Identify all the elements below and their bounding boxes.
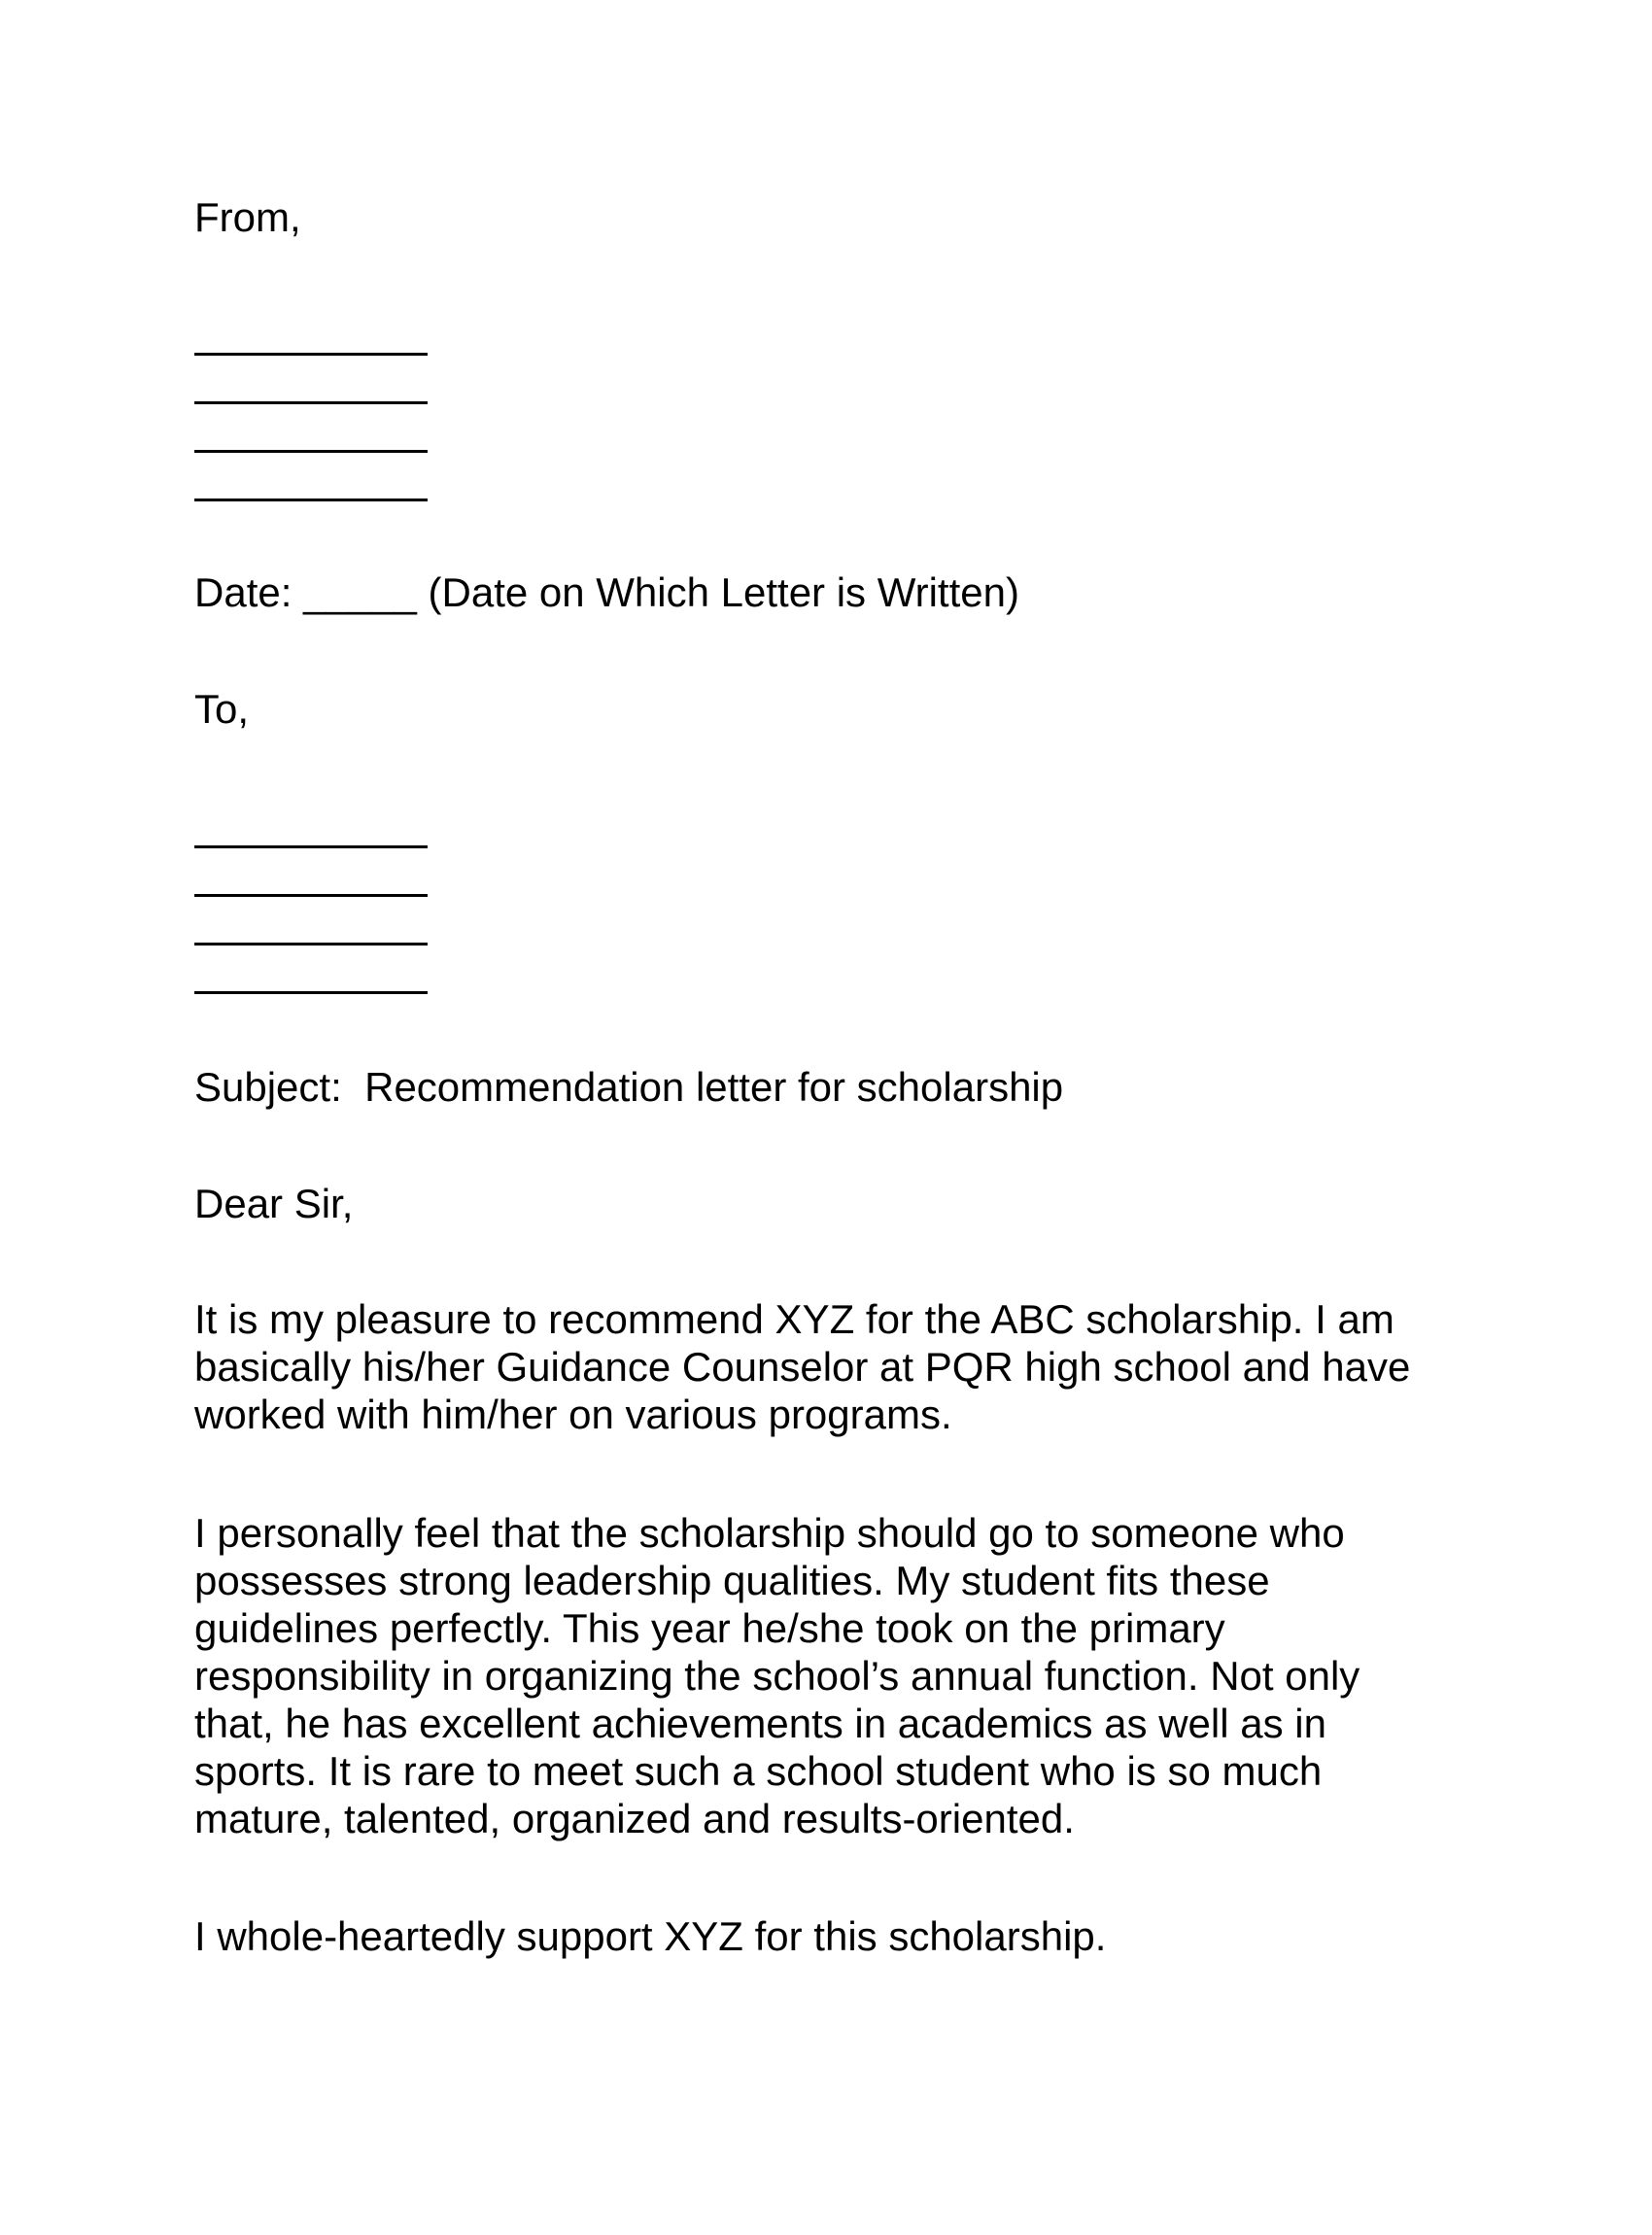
sender-address-line-3: [194, 450, 428, 453]
sender-address-line-4: [194, 499, 428, 501]
paragraph-line: that, he has excellent achievements in academics as well as in: [194, 1701, 1326, 1746]
recipient-address-line-1: [194, 845, 428, 848]
from-label: From,: [194, 194, 301, 240]
subject-label: Subject:: [194, 1064, 342, 1110]
date-label: Date:: [194, 569, 293, 615]
paragraph-line: basically his/her Guidance Counselor at PQR high school and have: [194, 1344, 1411, 1390]
sender-address-line-2: [194, 401, 428, 404]
paragraph-line: I whole-heartedly support XYZ for this scholarship.: [194, 1913, 1107, 1959]
subject-text: Recommendation letter for scholarship: [364, 1064, 1064, 1110]
paragraph-line: possesses strong leadership qualities. My student fits these: [194, 1558, 1270, 1603]
salutation: Dear Sir,: [194, 1181, 354, 1226]
body-paragraph-2: [194, 1509, 1555, 1842]
recipient-address-line-2: [194, 894, 428, 897]
paragraph-line: guidelines perfectly. This year he/she took on the primary: [194, 1605, 1225, 1651]
to-label: To,: [194, 686, 250, 732]
sender-address-line-1: [194, 353, 428, 356]
date-blank: _____: [303, 569, 417, 615]
date-hint: (Date on Which Letter is Written): [428, 569, 1019, 615]
recipient-address-line-4: [194, 991, 428, 994]
paragraph-line: It is my pleasure to recommend XYZ for the ABC scholarship. I am: [194, 1296, 1394, 1342]
subject-line: [194, 1063, 1063, 1111]
body-paragraph-3: [194, 1912, 1555, 1960]
paragraph-line: mature, talented, organized and results-oriented.: [194, 1796, 1075, 1841]
recipient-address-line-3: [194, 943, 428, 946]
date-line: [194, 568, 1019, 616]
paragraph-line: responsibility in organizing the school’s annual function. Not only: [194, 1653, 1360, 1699]
body-paragraph-1: [194, 1295, 1555, 1438]
paragraph-line: worked with him/her on various programs.: [194, 1392, 952, 1437]
paragraph-line: I personally feel that the scholarship should go to someone who: [194, 1510, 1345, 1556]
paragraph-line: sports. It is rare to meet such a school student who is so much: [194, 1748, 1323, 1794]
